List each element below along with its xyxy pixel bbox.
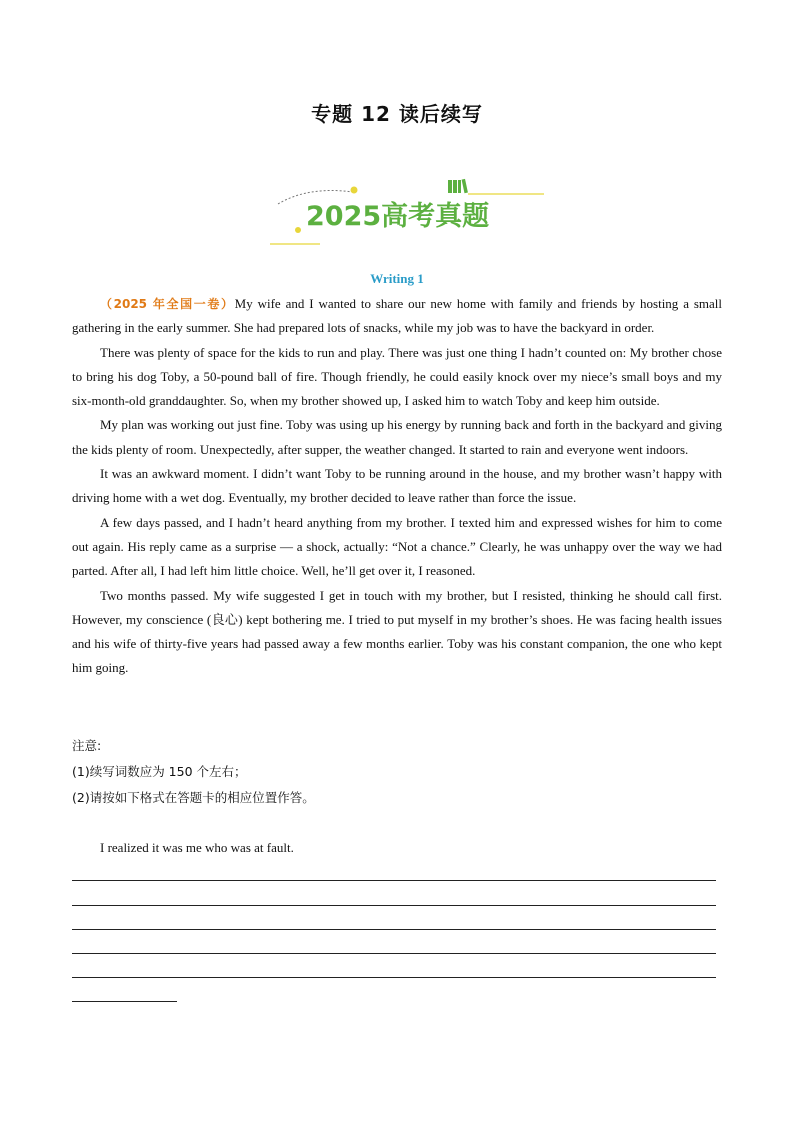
note-item: (1)续写词数应为 150 个左右； <box>72 764 247 779</box>
banner-title: 2025高考真题 <box>306 201 490 232</box>
answer-line <box>72 880 716 881</box>
continuation-prompt: I realized it was me who was at fault. <box>100 840 294 855</box>
notes-heading: 注意: <box>72 738 102 753</box>
section-label: Writing 1 <box>370 271 424 286</box>
passage-paragraph: （2025 年全国一卷）My wife and I wanted to share our new home with family and friends by hosting a small gathering in the early summer. She had prepared lots of snacks, while my job was to have the backyard in order. <box>72 296 723 336</box>
answer-line <box>72 953 716 954</box>
banner <box>268 176 548 250</box>
books-icon <box>448 179 468 193</box>
passage-paragraph: There was plenty of space for the kids to run and play. There was just one thing I hadn’t counted on: My brother chose to bring his dog Toby, a 50-pound ball of fire. Though friendly, he could easily knock over my niece’s small boys and my six-month-old granddaughter. So, when my brother showed up, I asked him to watch Toby and keep him outside. <box>72 344 722 409</box>
note-item: (2)请按如下格式在答题卡的相应位置作答。 <box>72 790 315 805</box>
passage-paragraph: It was an awkward moment. I didn’t want Toby to be running around in the house, and my brother wasn’t happy with driving home with a wet dog. Eventually, my brother decided to leave rather than force the issue. <box>72 466 722 506</box>
passage-paragraph: My plan was working out just fine. Toby was using up his energy by running back and forth in the backyard and giving the kids plenty of room. Unexpectedly, after supper, the weather changed. It started to rain and everyone went indoors. <box>72 417 722 457</box>
answer-line <box>72 977 716 978</box>
answer-line <box>72 1001 177 1002</box>
answer-line <box>72 905 716 906</box>
source-tag: （2025 年全国一卷） <box>100 297 235 311</box>
page-title: 专题 12 读后续写 <box>311 102 483 126</box>
passage <box>72 292 722 681</box>
passage-paragraph: A few days passed, and I hadn’t heard anything from my brother. I texted him and expressed wishes for him to come out again. His reply came as a surprise — a shock, actually: “Not a chance.” Clearly, he was unhappy over the way we had parted. After all, I had left him little choice. Well, he’ll get over it, I reasoned. <box>72 514 722 579</box>
passage-paragraph: Two months passed. My wife suggested I get in touch with my brother, but I resisted, thinking he should call first. However, my conscience (良心) kept bothering me. I tried to put myself in my brother’s shoes. He was facing health issues and his wife of thirty-five years had passed away a few months earlier. Toby was his constant companion, the one who kept him going. <box>72 587 722 676</box>
notes <box>72 733 315 811</box>
answer-line <box>72 929 716 930</box>
